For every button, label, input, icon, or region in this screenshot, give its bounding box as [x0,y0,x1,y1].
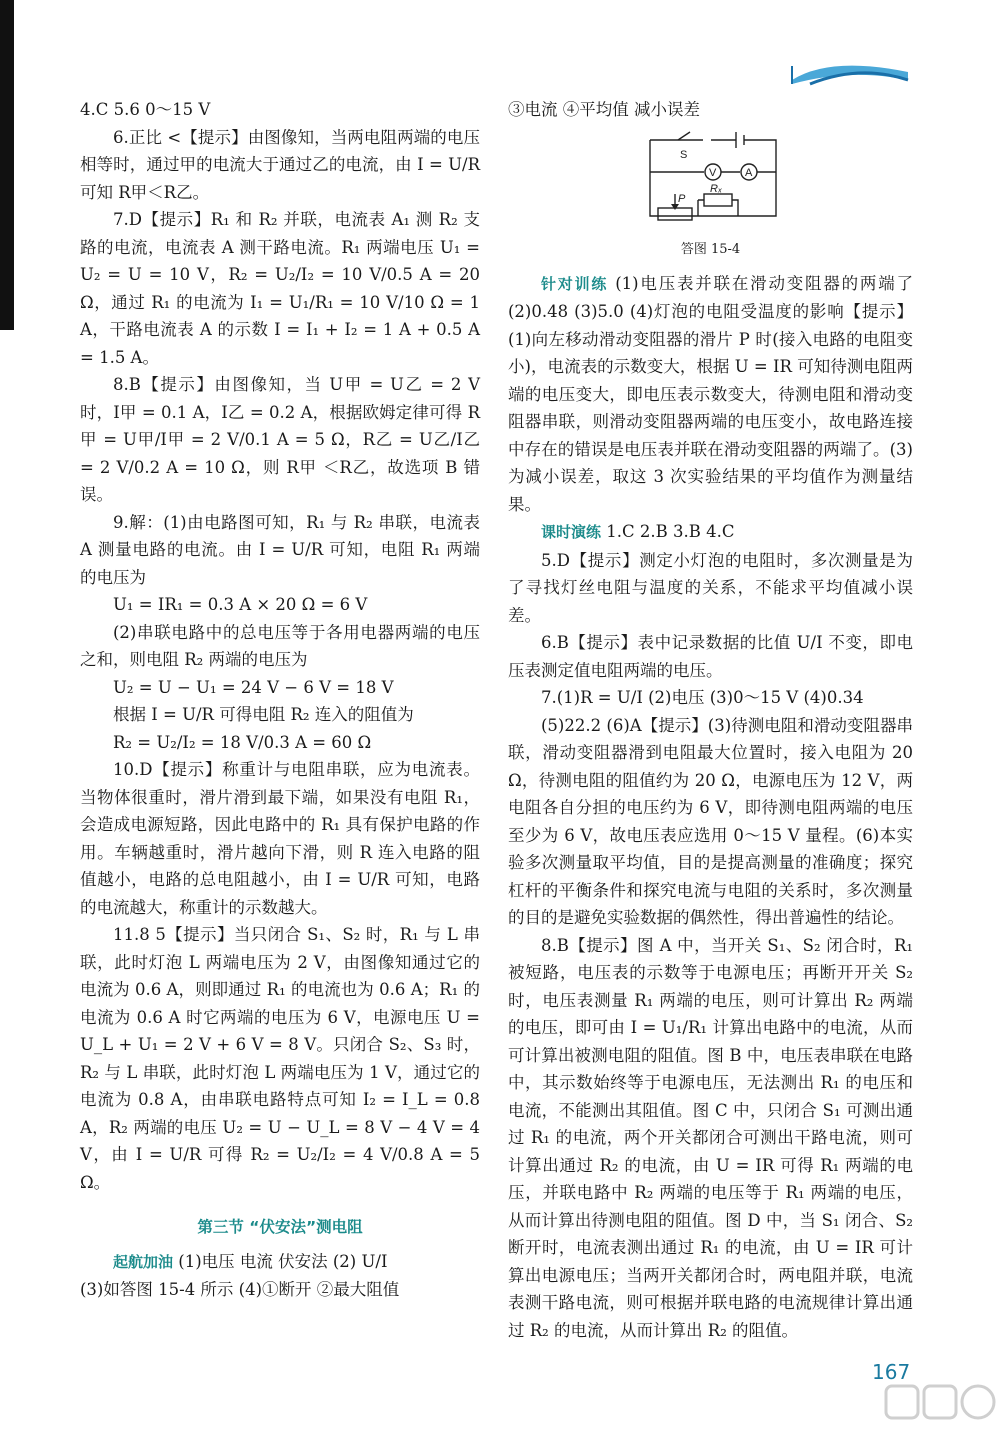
answer-text: (1)电压 电流 伏安法 (2) U/I [178,1251,388,1271]
left-answer-list [80,96,480,1196]
answer-text: 1.C 2.B 3.B 4.C [606,522,735,541]
answer-text: 5.D【提示】测定小灯泡的电阻时，多次测量是为了寻找灯丝电阻与温度的关系，不能求平均值减小误差。 [508,550,913,625]
answer-paragraph: 8.B【提示】由图像知，当 U甲 = U乙 = 2 V 时，I甲 = 0.1 A，I乙 = 0.2 A，根据欧姆定律可得 R甲 = U甲/I甲 = 2 V/0.1 A = 5 Ω，R乙 = U乙/I乙 = 2 V/0.2 A = 10 Ω，则 R甲 ＜R乙，故选项 B 错误。 [80,375,480,504]
keyword-label: 课时演练 [541,523,602,541]
answer-paragraph: (2)串联电路中的总电压等于各用电器两端的电压之和，则电阻 R₂ 两端的电压为 [80,622,480,669]
answer-paragraph [508,684,913,712]
keyword-label: 针对训练 [541,274,609,293]
slider-label: P [678,192,686,205]
page-number: 167 [872,1360,911,1384]
figure-caption: 答图 15-4 [680,242,741,257]
page-edge-bar [0,0,14,330]
ammeter-label: A [745,166,753,179]
answer-paragraph [80,1248,480,1277]
answer-paragraph: 9.解：(1)由电路图可知，R₁ 与 R₂ 串联，电流表 A 测量电路的电流。由 I = U/R 可知，电阻 R₁ 两端的电压为 [80,512,480,587]
answer-paragraph: 4.C 5.6 0～15 V [80,100,211,119]
answer-text: 7.(1)R = U/I (2)电压 (3)0～15 V (4)0.34 [541,688,864,707]
answer-paragraph: U₁ = IR₁ = 0.3 A × 20 Ω = 6 V [113,595,368,614]
answer-text: (5)22.2 (6)A【提示】(3)待测电阻和滑动变阻器串联，滑动变阻器滑到电阻最大位置时，接入电阻为 20 Ω，待测电阻的阻值约为 20 Ω，电源电压为 12 V，两电阻各自分担的电压约为 6 V，即待测电阻两端的电压至少为 6 V，故电压表应选用 0～15 V 量程。(6)本实验多次测量取平均值，目的是提高测量的准确度；探究杠杆的平衡条件和探究电流与电阻的关系时，多次测量的目的是避免实验数据的偶然性，得出普遍性的结论。 [508,715,913,927]
section-title: 第三节 “伏安法”测电阻 [197,1218,363,1236]
answer-paragraph [508,932,913,1345]
resistor-label: Rₓ [710,182,723,195]
keyword-label: 起航加油 [113,1252,174,1271]
answer-paragraph: R₂ = U₂/I₂ = 18 V/0.3 A = 60 Ω [113,732,372,752]
circuit-diagram [508,124,913,232]
answer-paragraph [508,712,913,932]
answer-text: (1)电压表并联在滑动变阻器的两端了 (2)0.48 (3)5.0 (4)灯泡的电阻受温度的影响【提示】(1)向左移动滑动变阻器的滑片 P 时(接入电路的电阻变小)，电流表的示数变大，根据 U = IR 可知待测电阻两端的电压变大，即电压表示数变大，待测电阻和滑动变阻器串联，则滑动变阻器两端的电压变小，故电路连接中存在的错误是电压表并联在滑动变阻器的两端了。(3)为减小误差，取这 3 次实验结果的平均值作为测量结果。 [508,273,914,514]
left-column [80,96,480,1304]
right-answer-list [508,270,913,1345]
switch-label: S [680,148,688,161]
answer-paragraph [508,518,913,547]
answer-paragraph: 10.D【提示】称重计与电阻串联，应为电流表。当物体很重时，滑片滑到最下端，如果没有电阻 R₁，会造成电源短路，因此电路中的 R₁ 具有保护电路的作用。车辆越重时，滑片越向下滑，则 R 连入电路的阻值越小，电路的总电阻越小，由 I = U/R 可知，电路的电流越大，称重计的示数越大。 [80,760,480,917]
right-column [508,96,913,1344]
answer-paragraph: 7.D【提示】R₁ 和 R₂ 并联，电流表 A₁ 测 R₂ 支路的电流，电流表 A 测干路电流。R₁ 两端电压 U₁ = U₂ = U = 10 V，R₂ = U₂/I₂ = 10 V/0.5 A = 20 Ω，通过 R₁ 的电流为 I₁ = U₁/R₁ = 10 V/10 Ω = 1 A，干路电流表 A 的示数 I = I₁ + I₂ = 1 A + 0.5 A = 1.5 A。 [80,210,480,367]
answer-paragraph: 6.正比 <【提示】由图像知，当两电阻两端的电压相等时，通过甲的电流大于通过乙的电流，由 I = U/R 可知 R甲＜R乙。 [80,127,480,202]
answer-paragraph [508,629,913,684]
answer-text: 8.B【提示】图 A 中，当开关 S₁、S₂ 闭合时，R₁ 被短路，电压表的示数等于电源电压；再断开开关 S₂ 时，电压表测量 R₁ 两端的电压，则可计算出 R₂ 两端的电压，即可由 I = U₁/R₁ 计算出电路中的电流，从而可计算出被测电阻的阻值。图 B 中，电压表串联在电路中，其示数始终等于电源电压，无法测出 R₁ 的电压和电流，不能测出其阻值。图 C 中，只闭合 S₁ 可测出通过 R₁ 的电流，两个开关都闭合可测出干路电流，则可计算出通过 R₂ 的电流，由 U = IR 可得 R₁ 两端的电压，并联电路中 R₂ 两端的电压等于 R₁ 两端的电压，从而计算出待测电阻的阻值。图 D 中，当 S₁ 闭合、S₂ 断开时，电流表测出通过 R₁ 的电流，由 U = IR 可计算出电源电压；当两开关都闭合时，两电阻并联，电流表测干路电流，则可根据并联电路的电流规律计算出通过 R₂ 的电流，从而计算出 R₂ 的阻值。 [508,935,913,1340]
voltmeter-label: V [709,166,717,179]
answer-paragraph: 11.8 5【提示】当只闭合 S₁、S₂ 时，R₁ 与 L 串联，此时灯泡 L 两端电压为 2 V，由图像知通过它的电流为 0.6 A，则即通过 R₁ 的电流也为 0.6 A；R₁ 的电流为 0.6 A 时它两端的电压为 6 V，电源电压 U = U_L + U₁ = 2 V + 6 V = 8 V。只闭合 S₂、S₃ 时，R₂ 与 L 串联，此时灯泡 L 两端电压为 1 V，通过它的电流为 0.8 A，由串联电路特点可知 I₂ = I_L = 0.8 A，R₂ 两端的电压 U₂ = U − U_L = 8 V − 4 V = 4 V，由 I = U/R 可得 R₂ = U₂/I₂ = 4 V/0.8 A = 5 Ω。 [80,925,480,1192]
answer-paragraph: 根据 I = U/R 可得电阻 R₂ 连入的阻值为 [113,705,414,724]
answer-text: 6.B【提示】表中记录数据的比值 U/I 不变，即电压表测定值电阻两端的电压。 [508,633,913,680]
answer-paragraph [508,270,913,519]
answer-paragraph: ③电流 ④平均值 减小误差 [508,100,700,119]
answer-paragraph [508,547,913,630]
answer-paragraph: U₂ = U − U₁ = 24 V − 6 V = 18 V [113,677,394,697]
header-decoration [790,50,910,90]
answer-paragraph: (3)如答图 15-4 所示 (4)①断开 ②最大阻值 [80,1280,400,1299]
watermark-logo [880,1380,1000,1450]
